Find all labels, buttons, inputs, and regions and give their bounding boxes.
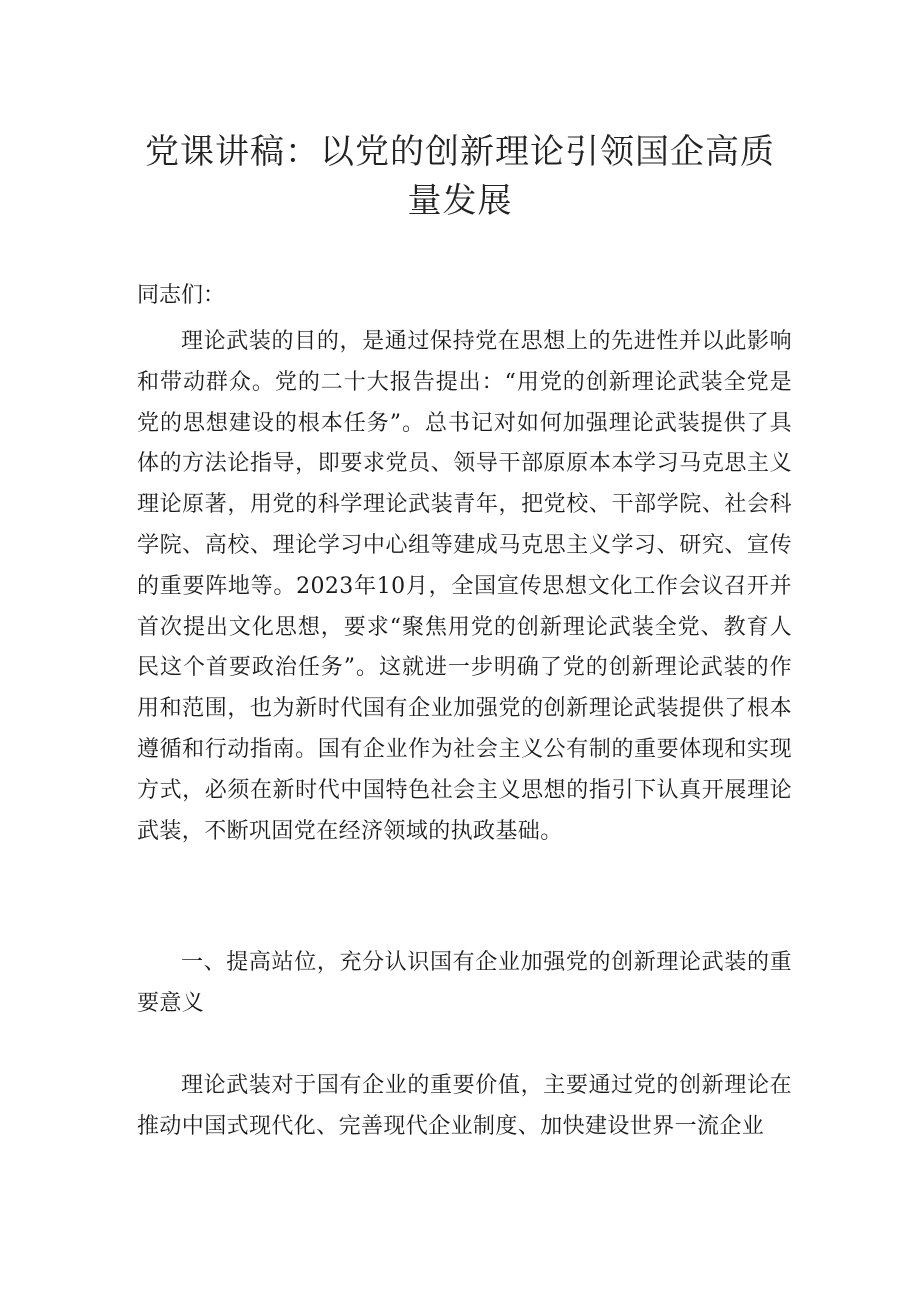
body-paragraph: 理论武装对于国有企业的重要价值，主要通过党的创新理论在推动中国式现代化、完善现代企业制度、加快建设世界一流企业 <box>137 1073 792 1139</box>
salutation: 同志们： <box>137 283 226 308</box>
body-paragraph: 理论武装的目的，是通过保持党在思想上的先进性并以此影响和带动群众。党的二十大报告提出：“用党的创新理论武装全党是党的思想建设的根本任务”。总书记对如何加强理论武装提供了具体的方法论指导，即要求党员、领导干部原原本本学习马克思主义理论原著，用党的科学理论武装青年，把党校、干部学院、社会科学院、高校、理论学习中心组等建成马克思主义学习、研究、宣传的重要阵地等。2023年10月，全国宣传思想文化工作会议召开并首次提出文化思想，要求“聚焦用党的创新理论武装全党、教育人民这个首要政治任务”。这就进一步明确了党的创新理论武装的作用和范围，也为新时代国有企业加强党的创新理论武装提供了根本遵循和行动指南。国有企业作为社会主义公有制的重要体现和实现方式，必须在新时代中国特色社会主义思想的指引下认真开展理论武装，不断巩固党在经济领域的执政基础。 <box>137 329 792 844</box>
document-title: 党课讲稿：以党的创新理论引领国企高质量发展 <box>145 132 775 221</box>
section-heading: 一、提高站位，充分认识国有企业加强党的创新理论武装的重要意义 <box>137 950 792 1016</box>
